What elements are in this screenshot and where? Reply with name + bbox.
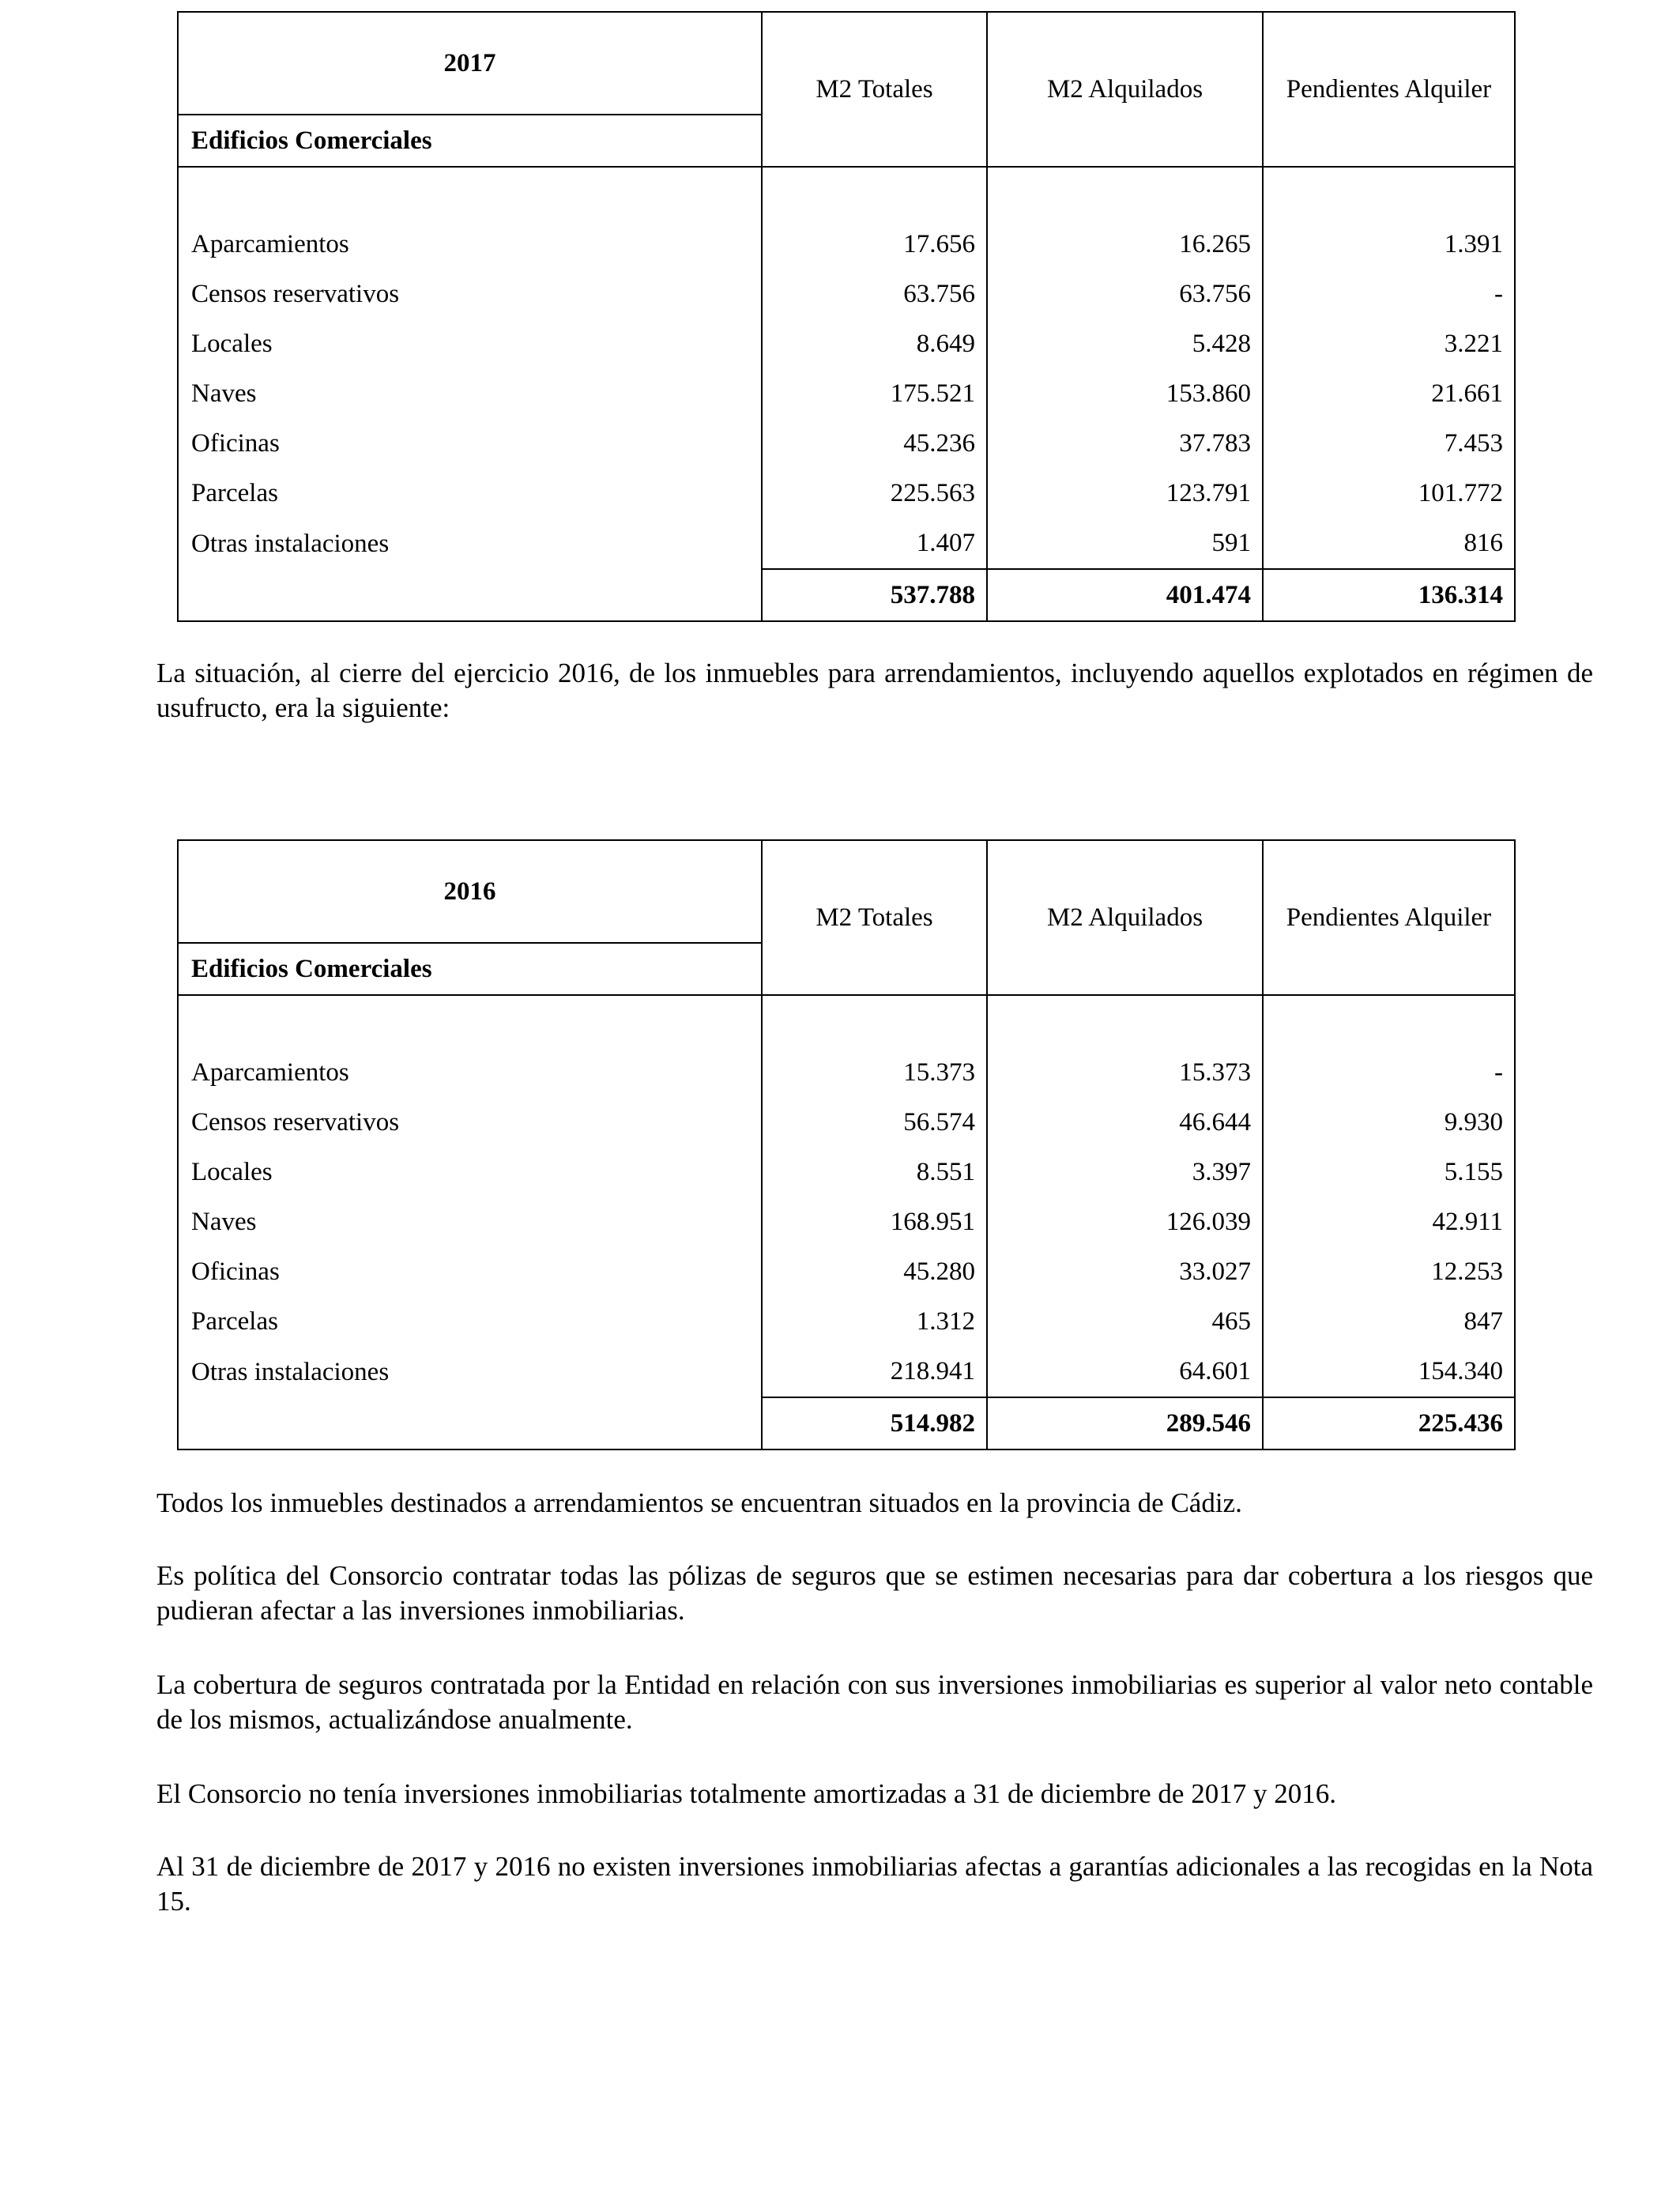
paragraph-insurance-policy: Es política del Consorcio contratar todas las pólizas de seguros que se estimen necesarias para dar cobertura a los riesgos que pudieran afectar a las inversiones inmobiliarias. <box>156 1560 1593 1626</box>
cell-m2-totales: 8.551 <box>762 1148 987 1197</box>
col-header-m2-totales: M2 Totales <box>762 840 987 995</box>
cell-pendientes: 7.453 <box>1263 419 1515 469</box>
table-row <box>178 1048 1515 1098</box>
category-label: Edificios Comerciales <box>178 115 762 167</box>
total-m2-totales: 537.788 <box>762 569 987 621</box>
table-row <box>178 220 1515 270</box>
table-year: 2017 <box>178 12 762 115</box>
cell-m2-alquilados: 591 <box>987 518 1263 569</box>
cell-pendientes: 5.155 <box>1263 1148 1515 1197</box>
cell-pendientes: 816 <box>1263 518 1515 569</box>
row-label: Parcelas <box>178 469 762 518</box>
cell-m2-totales: 45.280 <box>762 1247 987 1297</box>
cell-pendientes: - <box>1263 270 1515 319</box>
cell-m2-totales: 63.756 <box>762 270 987 319</box>
paragraph-insurance-coverage: La cobertura de seguros contratada por la Entidad en relación con sus inversiones inmobiliarias es superior al valor neto contable de los mismos, actualizándose anualmente. <box>156 1669 1593 1735</box>
cell-m2-alquilados: 46.644 <box>987 1098 1263 1148</box>
table-row <box>178 518 1515 569</box>
row-label: Aparcamientos <box>178 220 762 270</box>
cell-pendientes: - <box>1263 1048 1515 1098</box>
table-row <box>178 1148 1515 1197</box>
table-row <box>178 469 1515 518</box>
col-header-m2-totales: M2 Totales <box>762 12 987 167</box>
row-label: Naves <box>178 369 762 419</box>
table-row <box>178 319 1515 369</box>
cell-m2-totales: 15.373 <box>762 1048 987 1098</box>
cell-m2-totales: 168.951 <box>762 1197 987 1247</box>
row-label: Aparcamientos <box>178 1048 762 1098</box>
row-label: Locales <box>178 319 762 369</box>
total-pendientes: 136.314 <box>1263 569 1515 621</box>
cell-m2-alquilados: 33.027 <box>987 1247 1263 1297</box>
row-label: Parcelas <box>178 1297 762 1347</box>
row-label: Censos reservativos <box>178 270 762 319</box>
total-m2-alquilados: 401.474 <box>987 569 1263 621</box>
table-row <box>178 1347 1515 1397</box>
table-year: 2016 <box>178 840 762 943</box>
table-row <box>178 419 1515 469</box>
cell-m2-totales: 8.649 <box>762 319 987 369</box>
total-row <box>178 1397 1515 1449</box>
cell-m2-totales: 17.656 <box>762 220 987 270</box>
table-row <box>178 369 1515 419</box>
cell-m2-totales: 218.941 <box>762 1347 987 1397</box>
cell-m2-alquilados: 3.397 <box>987 1148 1263 1197</box>
paragraph-location: Todos los inmuebles destinados a arrendamientos se encuentran situados en la provincia de Cádiz. <box>156 1487 1242 1518</box>
row-label: Otras instalaciones <box>178 1347 762 1397</box>
cell-pendientes: 12.253 <box>1263 1247 1515 1297</box>
cell-m2-alquilados: 15.373 <box>987 1048 1263 1098</box>
cell-m2-alquilados: 64.601 <box>987 1347 1263 1397</box>
cell-pendientes: 9.930 <box>1263 1098 1515 1148</box>
cell-m2-totales: 175.521 <box>762 369 987 419</box>
col-header-pendientes: Pendientes Alquiler <box>1263 12 1515 167</box>
cell-pendientes: 3.221 <box>1263 319 1515 369</box>
cell-m2-alquilados: 123.791 <box>987 469 1263 518</box>
row-label: Locales <box>178 1148 762 1197</box>
cell-pendientes: 101.772 <box>1263 469 1515 518</box>
intro-paragraph: La situación, al cierre del ejercicio 2016, de los inmuebles para arrendamientos, incluyendo aquellos explotados en régimen de usufructo, era la siguiente: <box>156 658 1593 723</box>
category-label: Edificios Comerciales <box>178 943 762 995</box>
cell-pendientes: 42.911 <box>1263 1197 1515 1247</box>
table-row <box>178 270 1515 319</box>
cell-m2-alquilados: 63.756 <box>987 270 1263 319</box>
col-header-m2-alquilados: M2 Alquilados <box>987 12 1263 167</box>
table-row <box>178 1098 1515 1148</box>
row-label: Otras instalaciones <box>178 518 762 569</box>
row-label: Oficinas <box>178 1247 762 1297</box>
cell-m2-alquilados: 16.265 <box>987 220 1263 270</box>
table-2016 <box>177 839 1516 1450</box>
cell-m2-totales: 1.312 <box>762 1297 987 1347</box>
row-label: Censos reservativos <box>178 1098 762 1148</box>
col-header-m2-alquilados: M2 Alquilados <box>987 840 1263 995</box>
row-label: Naves <box>178 1197 762 1247</box>
cell-pendientes: 847 <box>1263 1297 1515 1347</box>
table-row <box>178 1197 1515 1247</box>
cell-m2-totales: 45.236 <box>762 419 987 469</box>
cell-m2-alquilados: 37.783 <box>987 419 1263 469</box>
cell-pendientes: 1.391 <box>1263 220 1515 270</box>
cell-pendientes: 21.661 <box>1263 369 1515 419</box>
cell-m2-totales: 56.574 <box>762 1098 987 1148</box>
table-row <box>178 1247 1515 1297</box>
cell-pendientes: 154.340 <box>1263 1347 1515 1397</box>
total-m2-alquilados: 289.546 <box>987 1397 1263 1449</box>
total-pendientes: 225.436 <box>1263 1397 1515 1449</box>
paragraph-amortization: El Consorcio no tenía inversiones inmobiliarias totalmente amortizadas a 31 de diciembre de 2017 y 2016. <box>156 1778 1336 1809</box>
cell-m2-totales: 1.407 <box>762 518 987 569</box>
cell-m2-totales: 225.563 <box>762 469 987 518</box>
total-row <box>178 569 1515 621</box>
total-m2-totales: 514.982 <box>762 1397 987 1449</box>
paragraph-guarantees: Al 31 de diciembre de 2017 y 2016 no existen inversiones inmobiliarias afectas a garantías adicionales a las recogidas en la Nota 15. <box>156 1851 1593 1917</box>
col-header-pendientes: Pendientes Alquiler <box>1263 840 1515 995</box>
cell-m2-alquilados: 126.039 <box>987 1197 1263 1247</box>
table-2017 <box>177 11 1516 622</box>
cell-m2-alquilados: 5.428 <box>987 319 1263 369</box>
cell-m2-alquilados: 153.860 <box>987 369 1263 419</box>
table-row <box>178 1297 1515 1347</box>
cell-m2-alquilados: 465 <box>987 1297 1263 1347</box>
row-label: Oficinas <box>178 419 762 469</box>
